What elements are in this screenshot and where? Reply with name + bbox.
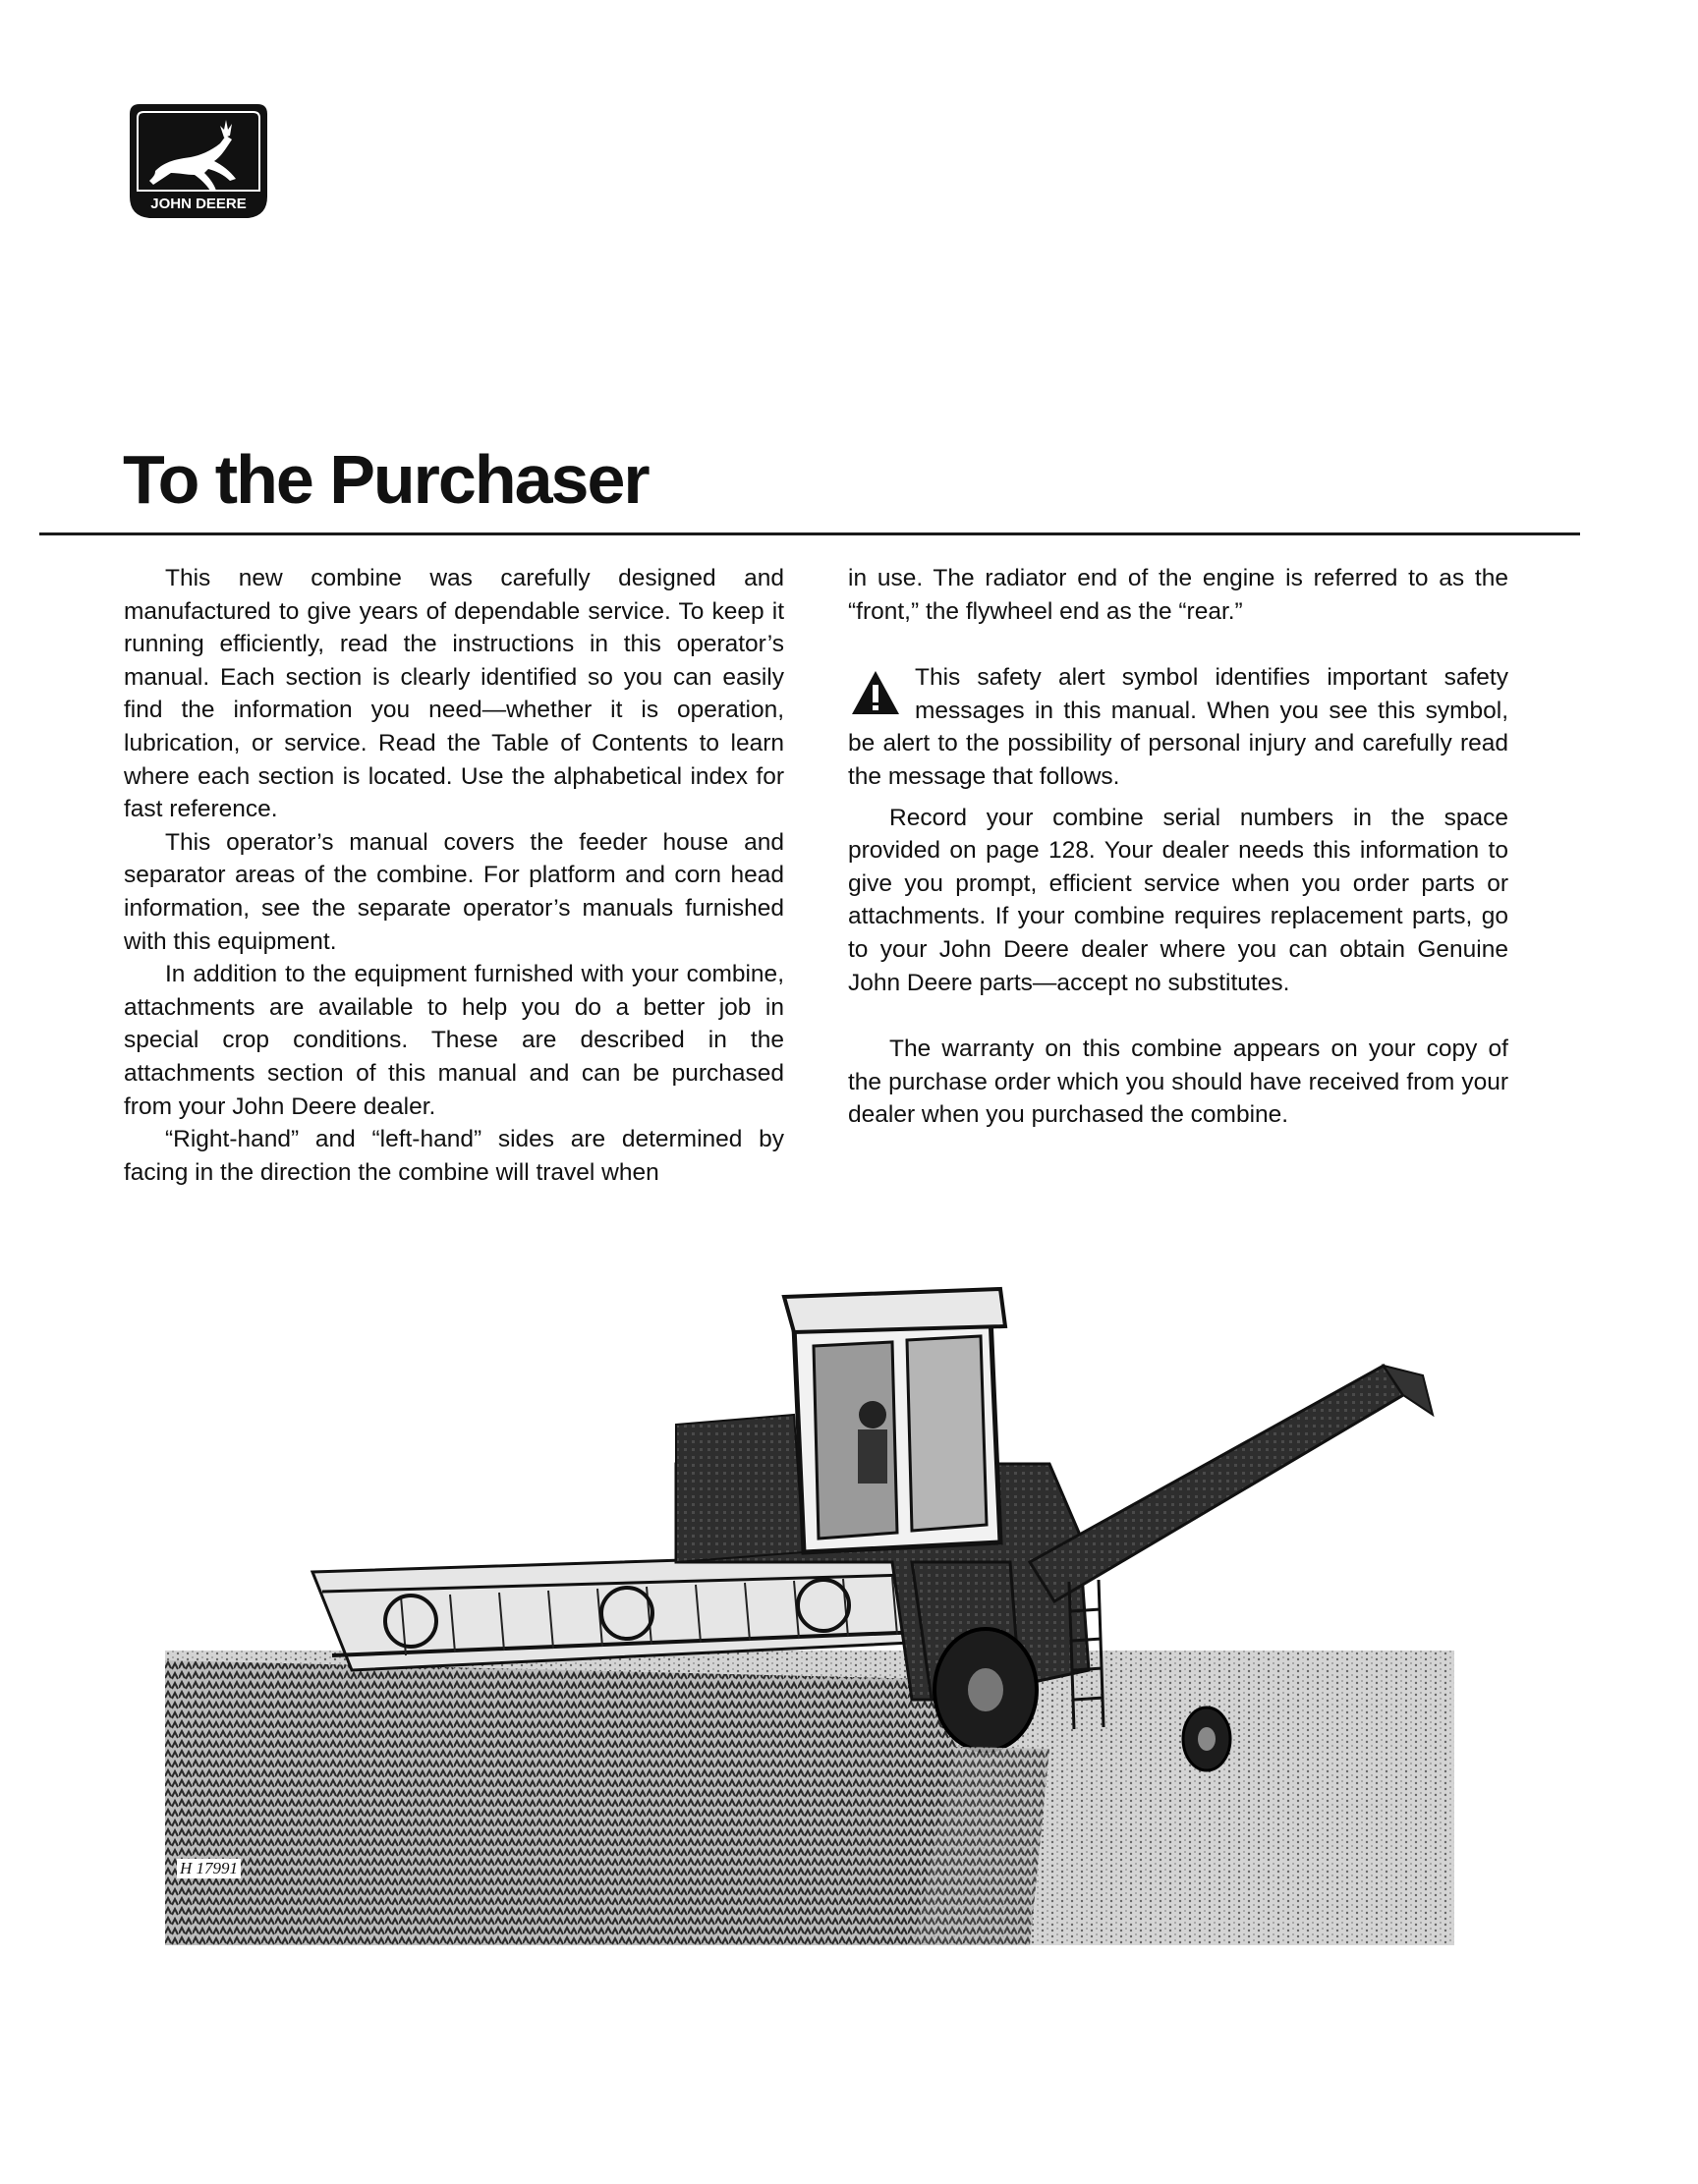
warranty-paragraph: The warranty on this combine appears on your copy of the purchase order which you should have received from your dealer when you purchased the combine. [848,1036,1508,1129]
coverage-paragraph: This operator’s manual covers the feeder house and separator areas of the combine. For platform and corn head information, see the separate operator’s manuals furnished with this equipment. [124,828,784,955]
combine-photo [165,1267,1454,1945]
serial-numbers-paragraph: Record your combine serial numbers in the space provided on page 128. Your dealer needs this information to give you prompt, efficient service when you order parts or attachments. If your combine requires replacement parts, go to your John Deere dealer where you can obtain Genuine John Deere parts—accept no substitutes. [848,804,1508,996]
photo-code: H 17991 [177,1859,241,1878]
sides-paragraph: “Right-hand” and “left-hand” sides are determined by facing in the direction the combine will travel when [124,1126,784,1186]
safety-alert-icon [850,669,901,716]
leaping-deer-icon [126,100,271,222]
logo-brand-text: JOHN DEERE [150,196,247,212]
sides-continuation: in use. The radiator end of the engine is referred to as the “front,” the flywheel end as the “rear.” [848,565,1508,625]
safety-alert-paragraph: This safety alert symbol identifies important safety messages in this manual. When you see this symbol, be alert to the possibility of personal injury and carefully read the message that follows. [848,664,1508,790]
john-deere-logo [126,100,271,222]
page-title: To the Purchaser [123,441,649,518]
safety-alert-block [848,661,1508,793]
attachments-paragraph: In addition to the equipment furnished with your combine, attachments are available to help you do a better job in special crop conditions. These are described in the attachments section of this manual and can be purchased from your John Deere dealer. [124,961,784,1120]
title-divider [39,532,1580,535]
left-column [124,562,784,1189]
right-column [848,562,1508,1132]
intro-paragraph: This new combine was carefully designed and manufactured to give years of dependable service. To keep it running efficiently, read the instructions in this operator’s manual. Each section is clearly identified so you can easily find the information you need—whether it is operation, lubrication, or service. Read the Table of Contents to learn where each section is located. Use the alphabetical index for fast reference. [124,565,784,823]
